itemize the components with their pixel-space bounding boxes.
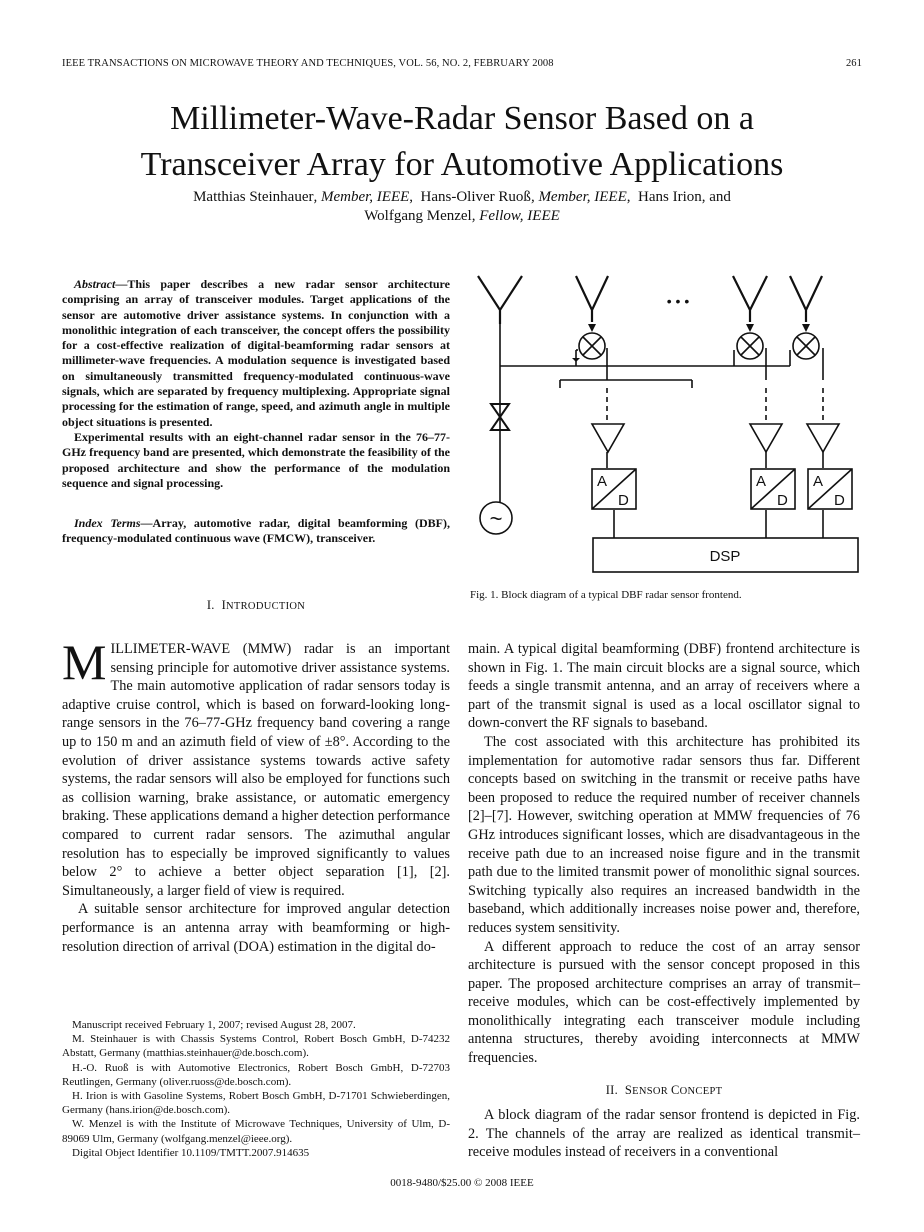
section-2-rest-2: ONCEPT <box>679 1086 723 1097</box>
dsp-label: DSP <box>709 548 741 565</box>
section-1-initial: I <box>221 598 227 612</box>
section-heading-sensor-concept <box>468 1083 860 1098</box>
footnote-4: H. Irion is with Gasoline Systems, Robert Bosch GmbH, D-71701 Schwieberdingen, Germany (hans.irion@de.bosch.com). <box>62 1090 450 1117</box>
mixer-1-icon <box>579 333 605 359</box>
abstract-p2: Experimental results with an eight-channel radar sensor in the 76–77-GHz frequency band are presented, which demonstrate the feasibility of the proposed architecture and show the performance of the modulation sequence and signal processing. <box>62 429 450 490</box>
amplifier-2-icon <box>750 424 782 452</box>
footnote-2: M. Steinhauer is with Chassis Systems Control, Robert Bosch GmbH, D-74232 Abstatt, Germany (matthias.steinhauer@de.bosch.com). <box>62 1033 450 1060</box>
author-2: Hans-Oliver Ruoß <box>420 189 531 205</box>
amplifier-1-icon <box>592 424 624 452</box>
right-p4: A block diagram of the radar sensor frontend is depicted in Fig. 2. The channels of the array are realized as identical transmit–receive modules instead of receivers in a conventional <box>468 1107 860 1161</box>
receive-antenna-2-icon <box>733 276 767 322</box>
author-list: Matthias Steinhauer, Member, IEEE, Hans-Oliver Ruoß, Member, IEEE, Hans Irion, and Wolfgang Menzel, Fellow, IEEE <box>193 189 731 224</box>
section-1-rest: NTRODUCTION <box>226 601 306 612</box>
footnote-6: Digital Object Identifier 10.1109/TMTT.2007.914635 <box>72 1146 310 1159</box>
index-terms <box>62 516 450 547</box>
adc-2-d: D <box>777 492 788 509</box>
adc-1-d: D <box>618 492 629 509</box>
right-p1: main. A typical digital beamforming (DBF) frontend architecture is shown in Fig. 1. The main circuit blocks are a signal source, which feeds a single transmit antenna, and an array of receivers where a part of the transmit signal is used as a local oscillator signal to down-convert the RF signals to baseband. <box>468 641 860 732</box>
paper-title <box>40 96 884 188</box>
sensor-concept-text <box>468 1106 860 1162</box>
adc-3-a: A <box>813 473 824 490</box>
signal-source-symbol: ~ <box>489 506 503 531</box>
index-terms-label: Index Terms <box>74 516 141 530</box>
abstract-p1: —This paper describes a new radar sensor architecture comprising an array of transceiver modules. Target applications of the sensor are automotive driver assistance systems. In conjunction with a monolithic integration of each transceiver, the concept offers the possibility for a cost-effective realization of digital-beamforming radar sensors at millimeter-wave frequencies. A modulation sequence is investigated based on simultaneously transmitted frequency-modulated continuous-wave signals, which are separated by frequency multiplexing. Appropriate signal processing for the estimation of range, speed, and azimuth angle in multiple object situations is presented. <box>62 277 450 429</box>
title-line-2: Transceiver Array for Automotive Applications <box>140 146 784 183</box>
section-1-numeral: I. <box>206 598 215 612</box>
drop-cap: M <box>62 634 107 690</box>
right-column-text <box>468 640 860 1068</box>
index-terms-text: —Array, automotive radar, digital beamforming (DBF), frequency-modulated continuous wave (FMCW), transceiver. <box>62 516 450 546</box>
receive-antenna-3-icon <box>790 276 822 322</box>
adc-1-a: A <box>597 473 608 490</box>
mixer-3-icon <box>793 333 819 359</box>
section-2-initial-2: C <box>671 1083 680 1097</box>
page-number: 261 <box>845 58 862 69</box>
author-1-role: , Member, IEEE <box>313 189 410 205</box>
adc-2-a: A <box>756 473 767 490</box>
author-2-role: , Member, IEEE <box>530 189 627 205</box>
array-ellipsis: • • • <box>666 293 690 309</box>
section-2-numeral: II. <box>605 1083 619 1097</box>
footnote-3: H.-O. Ruoß is with Automotive Electronics, Robert Bosch GmbH, D-72703 Reutlingen, Germany (oliver.ruoss@de.bosch.com). <box>62 1061 450 1088</box>
footnote-5: W. Menzel is with the Institute of Microwave Techniques, University of Ulm, D-89069 Ulm, Germany (wolfgang.menzel@ieee.org). <box>62 1118 450 1145</box>
transmit-antenna-icon <box>478 276 522 324</box>
introduction-text <box>62 634 450 956</box>
running-header <box>62 58 862 69</box>
title-line-1: Millimeter-Wave-Radar Sensor Based on a <box>170 100 754 137</box>
section-heading-introduction <box>62 598 450 613</box>
abstract-label: Abstract <box>74 277 116 291</box>
author-3: Hans Irion, and <box>638 189 731 205</box>
author-1: Matthias Steinhauer <box>193 189 314 205</box>
footnote-1: Manuscript received February 1, 2007; revised August 28, 2007. <box>72 1019 356 1031</box>
section-2-initial-1: S <box>624 1083 633 1097</box>
amplifier-3-icon <box>807 424 839 452</box>
author-4: Wolfgang Menzel <box>364 208 472 224</box>
right-p3: A different approach to reduce the cost of an array sensor architecture is pursued with the sensor concept proposed in this paper. The proposed architecture comprises an array of transmit–receive modules, which can be cost-effectively implemented by monolithically integrating each transceiver module including antenna structures, thereby avoiding interconnects at MMW frequencies. <box>468 938 860 1067</box>
block-diagram-figure <box>468 262 868 580</box>
mixer-2-icon <box>737 333 763 359</box>
footnotes <box>62 1018 450 1160</box>
figure-caption: Fig. 1. Block diagram of a typical DBF radar sensor frontend. <box>470 589 742 601</box>
intro-p1: ILLIMETER-WAVE (MMW) radar is an important sensing principle for automotive driver assistance systems. The main automotive application of radar sensors today is adaptive cruise control, which is based on forward-looking long-range sensors in the 76–77-GHz frequency band covering a range up to 150 m and an azimuth field of view of ±8°. According to the evolution of driver assistance systems towards active safety systems, the radar sensors will also be employed for functions such as collision warning, brake assistance, or automatic emergency braking. These applications demand a higher detection performance compared to current radar sensors. The azimuthal angular resolution has to especially be improved significantly to values below 2° to achieve a better object separation [1], [2]. Simultaneously, a larger field of view is required. <box>62 641 450 899</box>
journal-line: IEEE TRANSACTIONS ON MICROWAVE THEORY AND TECHNIQUES, VOL. 56, NO. 2, FEBRUARY 2008 <box>62 58 554 69</box>
copyright-footer: 0018-9480/$25.00 © 2008 IEEE <box>390 1177 534 1189</box>
section-2-rest-1: ENSOR <box>632 1086 672 1097</box>
receive-antenna-1-icon <box>576 276 608 322</box>
adc-3-d: D <box>834 492 845 509</box>
right-p2: The cost associated with this architecture has prohibited its implementation for automotive radar sensors thus far. Different concepts based on switching in the transmit or receive paths have been proposed to reduce the required number of receiver channels [2]–[7]. However, switching operation at MMW frequencies of 76 GHz introduces significant losses, which are disadvantageous in the receive path due to an increased noise figure and in the transmit path due to the limited transmit power of monolithic signal sources. Switching typically also requires an increased bandwidth in the baseband, which additionally increases noise power and, therefore, reduces system sensitivity. <box>468 733 860 936</box>
intro-p2: A suitable sensor architecture for improved angular detection performance is an antenna array with beamforming or high-resolution direction of arrival (DOA) estimation in the digital do- <box>62 901 450 955</box>
abstract <box>62 277 450 491</box>
author-4-role: , Fellow, IEEE <box>471 208 560 224</box>
